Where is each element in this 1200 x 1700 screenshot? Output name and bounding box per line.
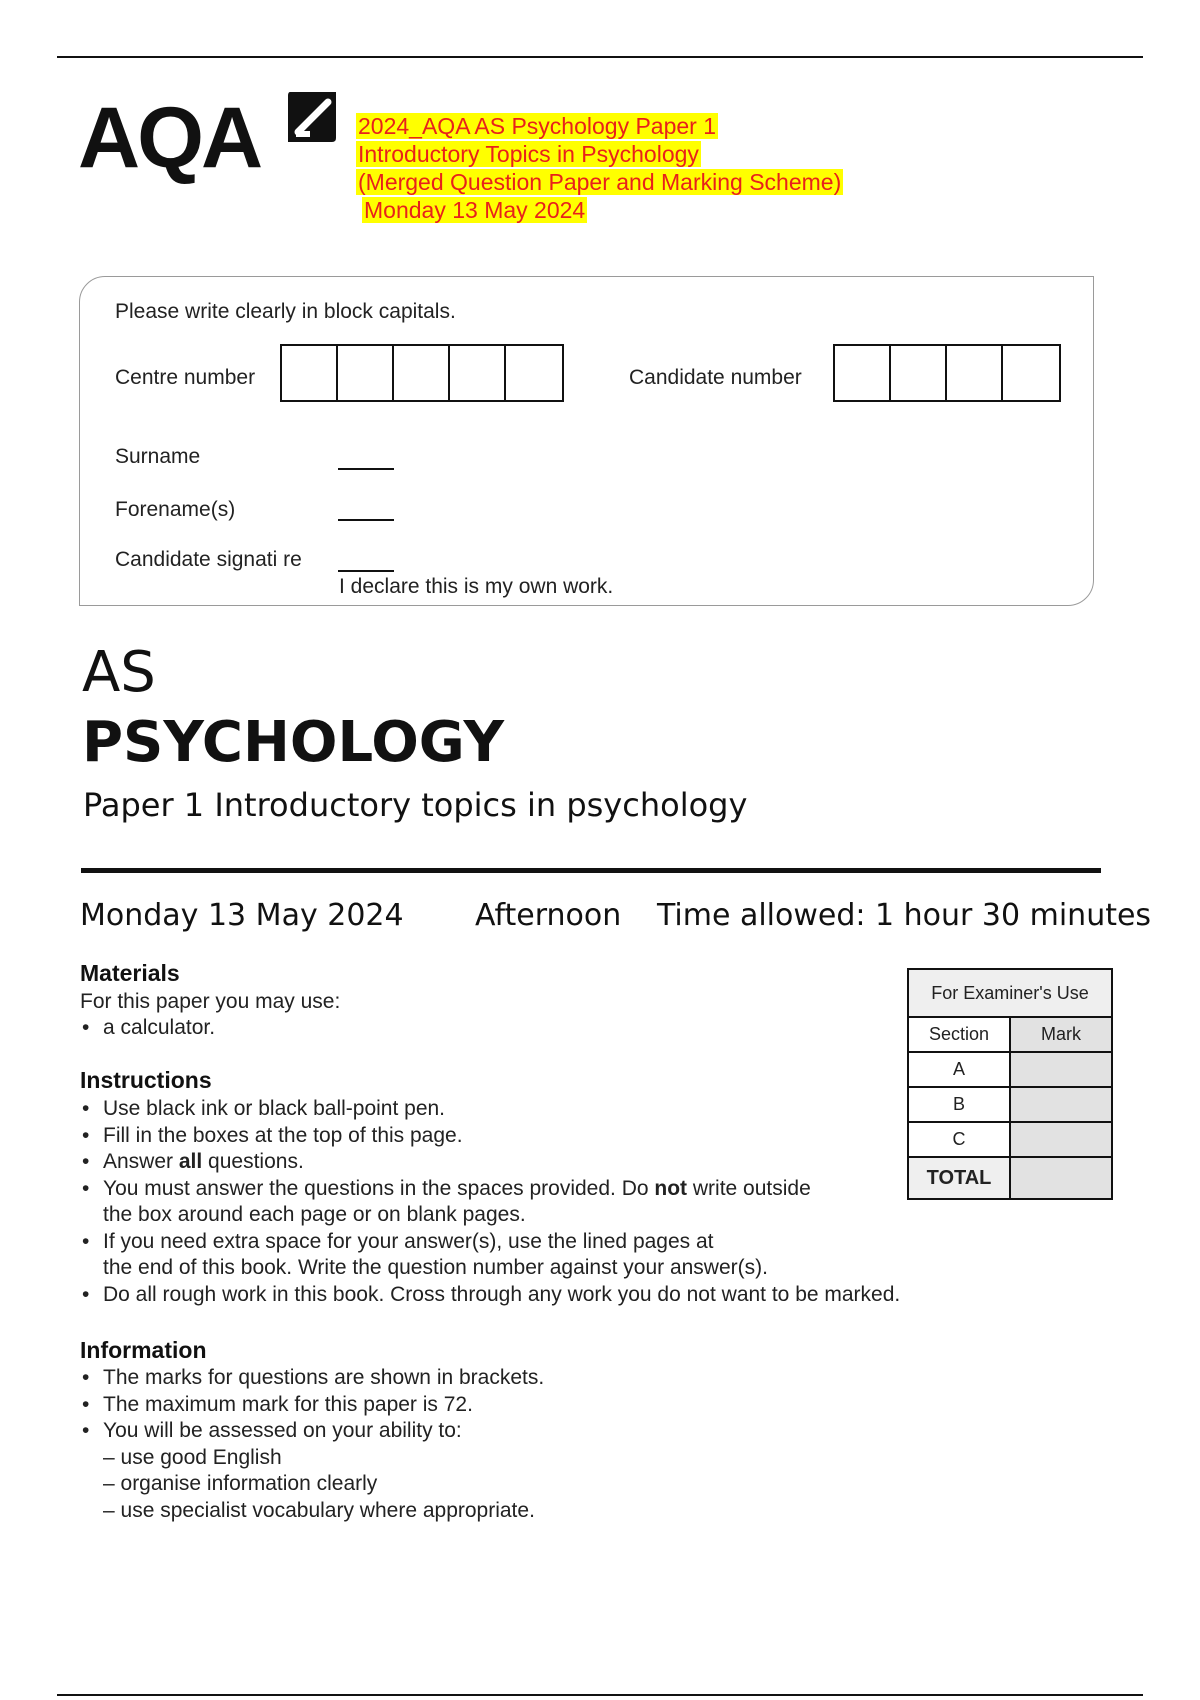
mark-column-header: Mark (1010, 1017, 1112, 1052)
forenames-label: Forename(s) (115, 498, 236, 521)
section-column-header: Section (908, 1017, 1010, 1052)
time-allowed: Time allowed: 1 hour 30 minutes (657, 898, 1152, 933)
header-line-1: 2024_AQA AS Psychology Paper 1 (358, 113, 717, 139)
aqa-logo-mark-icon (284, 88, 340, 146)
section-cell: A (908, 1052, 1010, 1087)
section-cell: C (908, 1122, 1010, 1157)
subject-title: PSYCHOLOGY (82, 710, 505, 775)
exam-date: Monday 13 May 2024 (80, 898, 404, 933)
centre-number-boxes[interactable] (280, 344, 564, 402)
examiner-table-title: For Examiner's Use (908, 969, 1112, 1017)
centre-digit-box[interactable] (282, 346, 338, 400)
instructions-list (80, 1096, 900, 1308)
list-item: • Use black ink or black ball-point pen. (80, 1096, 900, 1123)
merged-paper-header (356, 112, 843, 224)
mark-cell[interactable] (1010, 1087, 1112, 1122)
header-line-3: (Merged Question Paper and Marking Scheme) (358, 169, 842, 195)
exam-session: Afternoon (475, 898, 622, 933)
centre-digit-box[interactable] (450, 346, 506, 400)
aqa-logo: AQA (78, 90, 261, 186)
mark-cell[interactable] (1010, 1052, 1112, 1087)
declaration-text: I declare this is my own work. (339, 575, 614, 598)
signature-label: Candidate signati re (115, 548, 302, 571)
list-item: • Do all rough work in this book. Cross through any work you do not want to be marked. (80, 1282, 900, 1309)
candidate-number-label: Candidate number (629, 366, 802, 389)
list-item: • You will be assessed on your ability to: (80, 1418, 544, 1445)
list-item-continuation: the end of this book. Write the question number against your answer(s). (103, 1256, 768, 1279)
surname-label: Surname (115, 445, 201, 468)
top-rule (57, 56, 1143, 58)
signature-field[interactable] (338, 570, 394, 572)
block-capitals-instruction: Please write clearly in block capitals. (115, 300, 456, 323)
centre-digit-box[interactable] (338, 346, 394, 400)
centre-digit-box[interactable] (394, 346, 450, 400)
paper-title: Paper 1 Introductory topics in psychology (83, 786, 748, 824)
materials-list (80, 1015, 215, 1042)
list-item: • a calculator. (80, 1015, 215, 1042)
header-line-2: Introductory Topics in Psychology (358, 141, 699, 167)
list-item: • You must answer the questions in the spaces provided. Do not write outside (80, 1176, 900, 1203)
candidate-digit-box[interactable] (1003, 346, 1059, 400)
list-item: • Answer all questions. (80, 1149, 900, 1176)
materials-intro: For this paper you may use: (80, 990, 341, 1013)
materials-heading: Materials (80, 960, 180, 986)
candidate-digit-box[interactable] (891, 346, 947, 400)
list-item: • The maximum mark for this paper is 72. (80, 1392, 544, 1419)
list-item: • The marks for questions are shown in brackets. (80, 1365, 544, 1392)
centre-digit-box[interactable] (506, 346, 562, 400)
instructions-heading: Instructions (80, 1067, 212, 1093)
section-cell: B (908, 1087, 1010, 1122)
list-item: • If you need extra space for your answer(s), use the lined pages at (80, 1229, 900, 1256)
candidate-digit-box[interactable] (947, 346, 1003, 400)
candidate-digit-box[interactable] (835, 346, 891, 400)
mark-cell[interactable] (1010, 1122, 1112, 1157)
header-line-4: Monday 13 May 2024 (364, 197, 586, 223)
information-list (80, 1365, 544, 1524)
title-divider (81, 868, 1101, 873)
total-label: TOTAL (908, 1157, 1010, 1199)
bottom-rule (57, 1694, 1143, 1696)
examiner-use-table (907, 968, 1113, 1200)
list-item-continuation: the box around each page or on blank pages. (103, 1203, 526, 1226)
list-item-continuation: – use good English (103, 1445, 282, 1469)
total-mark-cell[interactable] (1010, 1157, 1112, 1199)
qualification-level: AS (82, 640, 156, 705)
forenames-field[interactable] (338, 519, 394, 521)
list-item-continuation: – organise information clearly (103, 1472, 378, 1495)
list-item: • Fill in the boxes at the top of this page. (80, 1123, 900, 1150)
list-item-continuation: – use specialist vocabulary where appropriate. (103, 1498, 535, 1522)
centre-number-label: Centre number (115, 366, 256, 389)
surname-field[interactable] (338, 468, 394, 470)
candidate-number-boxes[interactable] (833, 344, 1061, 402)
information-heading: Information (80, 1337, 207, 1363)
